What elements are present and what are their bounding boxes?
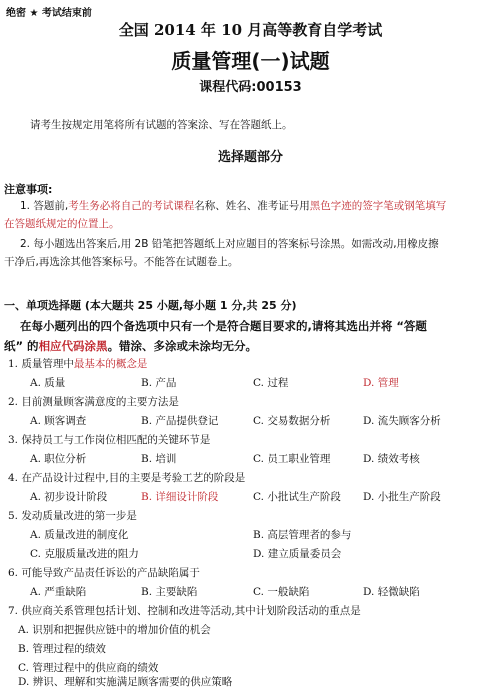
- notice-heading: 注意事项:: [4, 183, 53, 196]
- question-5-option-d: D. 建立质量委员会: [253, 548, 342, 560]
- question-6-option-b: B. 主要缺陷: [141, 586, 198, 598]
- question-3-option-c: C. 员工职业管理: [253, 453, 331, 465]
- question-3-option-b: B. 培训: [141, 453, 177, 465]
- question-4-option-b: B. 详细设计阶段: [141, 491, 219, 503]
- course-code: 课程代码:00153: [199, 80, 302, 95]
- question-2-option-c: C. 交易数据分析: [253, 415, 331, 427]
- subject-title: 质量管理(一)试题: [171, 49, 330, 73]
- question-4-option-a: A. 初步设计阶段: [30, 491, 108, 503]
- question-7-option-b: B. 管理过程的绩效: [18, 643, 106, 655]
- question-1-option-d: D. 管理: [363, 377, 399, 389]
- question-6-stem: 6. 可能导致产品责任诉讼的产品缺陷属于: [8, 567, 200, 579]
- question-2-option-d: D. 流失顾客分析: [363, 415, 441, 427]
- notice-item-1-part-d: 黑色字迹的签字笔或钢笔填写: [309, 200, 447, 212]
- question-3-option-d: D. 绩效考核: [363, 453, 420, 465]
- part-1-lead-part-2: 相应代码涂黑: [38, 339, 108, 353]
- exam-title: 全国 2014 年 10 月高等教育自学考试: [118, 21, 383, 39]
- part-1-lead-line-2: [4, 338, 257, 354]
- notice-item-1-line-2: 在答题纸规定的位置上。: [4, 218, 120, 230]
- question-2-option-b: B. 产品提供登记: [141, 415, 219, 427]
- question-1-stem: [8, 356, 147, 371]
- notice-item-2-line-1: 2. 每小题选出答案后,用 2B 铅笔把答题纸上对应题目的答案标号涂黑。如需改动,用橡皮擦: [20, 238, 439, 250]
- question-5-option-a: A. 质量改进的制度化: [30, 529, 129, 541]
- question-2-option-a: A. 顾客调查: [30, 415, 87, 427]
- question-2-stem: 2. 目前测量顾客满意度的主要方法是: [8, 396, 179, 408]
- question-1-option-b: B. 产品: [141, 377, 177, 389]
- section-title: 选择题部分: [217, 150, 283, 165]
- question-7-option-d: D. 辨识、理解和实施满足顾客需要的供应策略: [18, 676, 233, 688]
- notice-item-1-part-c: 名称、姓名、准考证号用: [194, 200, 310, 212]
- question-6-option-c: C. 一般缺陷: [253, 586, 310, 598]
- question-1-stem-part-b: 最基本的概念是: [73, 358, 148, 370]
- notice-item-2-line-2: 干净后,再选涂其他答案标号。不能答在试题卷上。: [4, 256, 239, 268]
- answer-instruction: 请考生按规定用笔将所有试题的答案涂、写在答题纸上。: [30, 119, 293, 131]
- notice-item-1-line-1: [20, 198, 446, 213]
- question-4-option-c: C. 小批试生产阶段: [253, 491, 341, 503]
- question-6-option-d: D. 轻微缺陷: [363, 586, 420, 598]
- part-1-lead-line-1: 在每小题列出的四个备选项中只有一个是符合题目要求的,请将其选出并将 “答题: [20, 319, 427, 333]
- question-7-stem: 7. 供应商关系管理包括计划、控制和改进等活动,其中计划阶段活动的重点是: [8, 605, 361, 617]
- part-1-lead-part-1: 纸” 的: [4, 339, 39, 353]
- question-7-option-a: A. 识别和把握供应链中的增加价值的机会: [18, 624, 211, 636]
- question-1-option-c: C. 过程: [253, 377, 289, 389]
- question-5-option-c: C. 克服质量改进的阻力: [30, 548, 139, 560]
- question-1-stem-part-a: 1. 质量管理中: [8, 358, 74, 370]
- question-4-option-d: D. 小批生产阶段: [363, 491, 441, 503]
- question-7-option-c: C. 管理过程中的供应商的绩效: [18, 662, 159, 674]
- question-6-option-a: A. 严重缺陷: [30, 586, 87, 598]
- question-5-option-b: B. 高层管理者的参与: [253, 529, 352, 541]
- notice-item-1-part-a: 1. 答题前,: [20, 200, 69, 212]
- question-1-option-a: A. 质量: [30, 377, 66, 389]
- question-3-stem: 3. 保持员工与工作岗位相匹配的关键环节是: [8, 434, 211, 446]
- part-1-lead-part-3: 。错涂、多涂或未涂均无分。: [107, 339, 258, 353]
- confidential-note: 绝密 ★ 考试结束前: [6, 8, 92, 19]
- notice-item-1-part-b: 考生务必将自己的考试课程: [68, 200, 195, 212]
- question-5-stem: 5. 发动质量改进的第一步是: [8, 510, 137, 522]
- part-1-heading: 一、单项选择题 (本大题共 25 小题,每小题 1 分,共 25 分): [4, 299, 297, 312]
- question-4-stem: 4. 在产品设计过程中,目的主要是考验工艺的阶段是: [8, 472, 246, 484]
- question-3-option-a: A. 职位分析: [30, 453, 87, 465]
